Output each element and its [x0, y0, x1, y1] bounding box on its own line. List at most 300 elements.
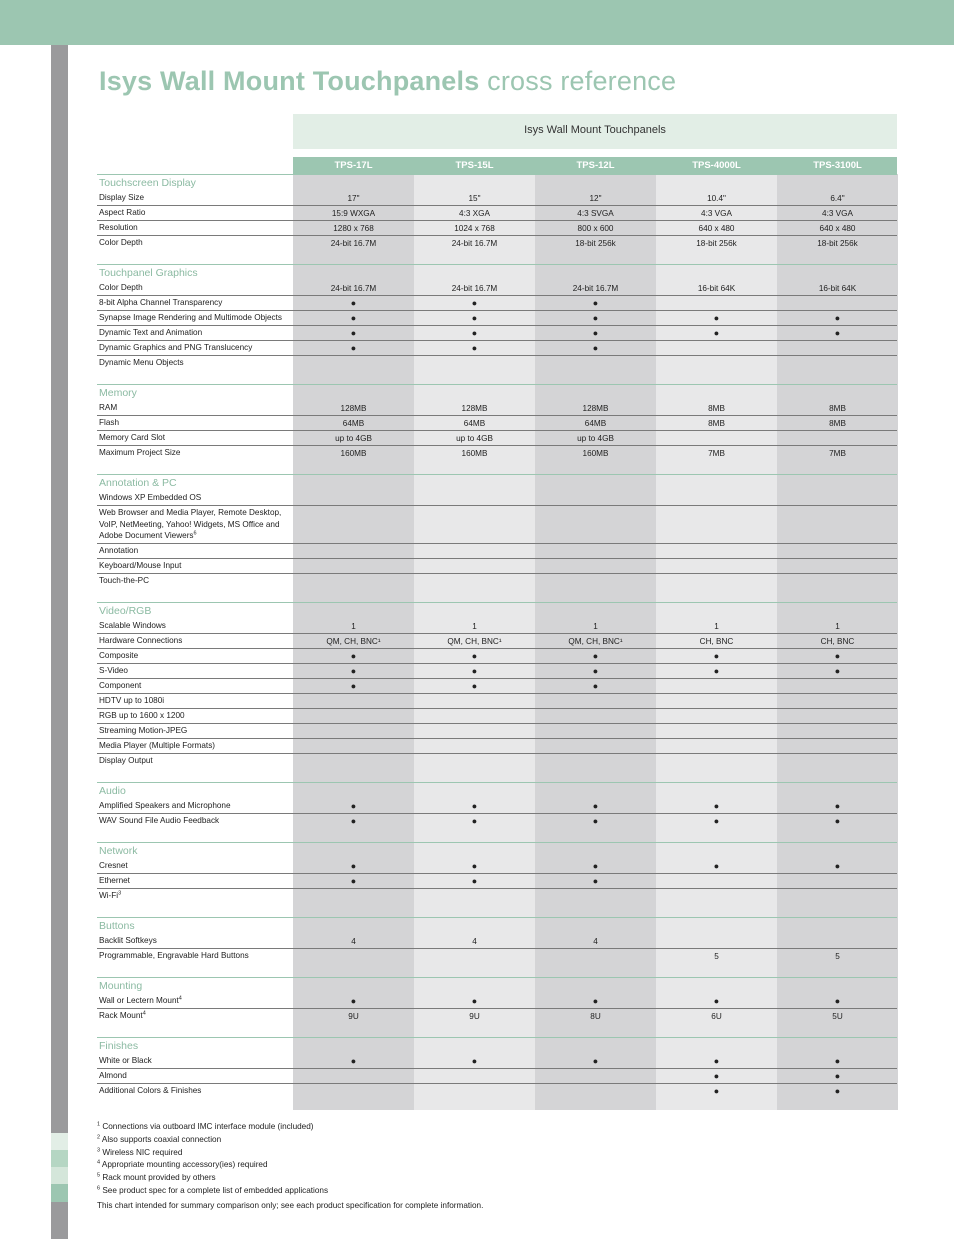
- footnote-text: Rack mount provided by others: [100, 1173, 216, 1183]
- table-cell: ●: [350, 995, 357, 1006]
- table-cell: 9U: [469, 1011, 480, 1021]
- table-cell: [656, 506, 777, 521]
- row-label: [99, 740, 289, 752]
- title-sub: cross reference: [487, 66, 677, 96]
- table-cell: [777, 341, 898, 356]
- row-label: [99, 297, 289, 309]
- table-cell: [293, 709, 414, 724]
- page-title: [99, 66, 676, 97]
- section-divider: [97, 174, 897, 175]
- row-label: [99, 755, 289, 767]
- section-divider: [97, 602, 897, 603]
- table-row: [97, 311, 897, 326]
- table-cell: ●: [834, 815, 841, 826]
- table-row: [97, 326, 897, 341]
- footnote-number: 3: [97, 1146, 101, 1153]
- table-cell: [414, 739, 535, 754]
- table-cell: ●: [592, 875, 599, 886]
- table-cell: [777, 506, 898, 521]
- table-cell: 7MB: [829, 449, 846, 458]
- table-cell: 5U: [832, 1011, 843, 1021]
- table-cell: [535, 709, 656, 724]
- table-cell: 15:9 WXGA: [331, 209, 376, 218]
- table-cell: [656, 559, 777, 574]
- table-cell: ●: [713, 313, 720, 323]
- row-label: [99, 1010, 289, 1022]
- table-row: [97, 754, 897, 769]
- row-label-text: Windows XP Embedded OS: [99, 493, 202, 502]
- row-label-text: Almond: [99, 1070, 127, 1080]
- table-cell: ●: [471, 298, 478, 308]
- row-label: [99, 492, 289, 504]
- row-label: [99, 507, 289, 542]
- table-cell: ●: [350, 650, 357, 661]
- table-cell: QM, CH, BNC¹: [568, 636, 623, 646]
- table-row: [97, 709, 897, 724]
- row-label: [99, 1070, 289, 1082]
- table-row: [97, 949, 897, 964]
- table-row: [97, 874, 897, 889]
- row-label: [99, 875, 289, 887]
- table-cell: ●: [592, 328, 599, 338]
- table-row: [97, 559, 897, 574]
- model-header: TPS-17L: [334, 160, 373, 171]
- row-label: [99, 635, 289, 647]
- table-cell: 24-bit 16.7M: [451, 239, 498, 248]
- table-cell: ●: [350, 680, 357, 691]
- footnote: [97, 1147, 483, 1160]
- color-swatch: [51, 1133, 68, 1150]
- table-cell: [777, 544, 898, 559]
- table-cell: [293, 356, 414, 371]
- footnote-text: Connections via outboard IMC interface module (included): [100, 1122, 314, 1131]
- row-label-text: Programmable, Engravable Hard Buttons: [99, 950, 249, 960]
- row-label: [99, 357, 289, 369]
- table-cell: 6.4": [830, 194, 845, 203]
- table-row: [97, 356, 897, 371]
- model-header-row: [293, 157, 897, 174]
- row-label-text: Display Size: [99, 193, 145, 202]
- table-cell: 1280 x 768: [333, 224, 374, 233]
- table-cell: [414, 724, 535, 739]
- table-cell: 16-bit 64K: [818, 284, 857, 293]
- table-cell: ●: [592, 815, 599, 826]
- table-cell: 1: [472, 621, 477, 631]
- footnote-text: Wireless NIC required: [100, 1147, 183, 1157]
- table-cell: [656, 694, 777, 709]
- footnote-number: 1: [97, 1121, 101, 1128]
- footnote-ref: 4: [142, 1009, 146, 1016]
- table-cell: [656, 544, 777, 559]
- table-cell: ●: [834, 328, 841, 338]
- table-cell: [293, 754, 414, 769]
- table-cell: [656, 431, 777, 446]
- table-cell: [293, 1069, 414, 1084]
- table-cell: [656, 296, 777, 311]
- footnote-ref: 3: [118, 889, 122, 896]
- table-row: [97, 341, 897, 356]
- table-cell: 160MB: [340, 449, 367, 458]
- section-divider: [97, 842, 897, 843]
- table-cell: [777, 574, 898, 589]
- section-title: Buttons: [99, 919, 135, 932]
- table-cell: ●: [592, 800, 599, 811]
- table-cell: [535, 356, 656, 371]
- table-cell: [656, 491, 777, 506]
- table-cell: [414, 694, 535, 709]
- table-cell: 12": [589, 194, 602, 203]
- row-label: [99, 860, 289, 872]
- table-cell: ●: [834, 800, 841, 811]
- table-cell: [293, 559, 414, 574]
- row-label-text: HDTV up to 1080i: [99, 695, 165, 705]
- footnote: [97, 1121, 483, 1134]
- table-cell: [535, 754, 656, 769]
- section-divider: [97, 264, 897, 265]
- table-cell: [414, 559, 535, 574]
- row-label: [99, 620, 289, 632]
- row-label: [99, 695, 289, 707]
- table-cell: 4:3 VGA: [822, 209, 853, 218]
- row-label: [99, 575, 289, 587]
- table-row: [97, 694, 897, 709]
- table-cell: 9U: [348, 1011, 359, 1021]
- row-label-text: Amplified Speakers and Microphone: [99, 800, 231, 810]
- table-cell: 1: [351, 621, 356, 631]
- table-cell: [414, 754, 535, 769]
- footnote-text: Also supports coaxial connection: [100, 1134, 222, 1144]
- group-header: Isys Wall Mount Touchpanels: [293, 114, 897, 149]
- table-cell: 8MB: [708, 404, 725, 413]
- table-cell: [777, 934, 898, 949]
- table-cell: ●: [592, 343, 599, 353]
- section-divider: [97, 474, 897, 475]
- row-label-text: Scalable Windows: [99, 620, 166, 630]
- table-cell: [535, 559, 656, 574]
- section-title: Touchpanel Graphics: [99, 267, 198, 279]
- row-label-text: Wi-Fi: [99, 890, 119, 900]
- table-cell: [293, 544, 414, 559]
- table-cell: ●: [834, 860, 841, 871]
- table-cell: [414, 1084, 535, 1099]
- table-cell: [656, 574, 777, 589]
- row-label-text: Dynamic Graphics and PNG Translucency: [99, 343, 253, 352]
- table-cell: [535, 739, 656, 754]
- table-cell: [777, 356, 898, 371]
- table-row: [97, 994, 897, 1009]
- table-row: [97, 491, 897, 506]
- table-row: [97, 206, 897, 221]
- table-cell: QM, CH, BNC¹: [447, 636, 502, 646]
- table-cell: ●: [834, 1055, 841, 1066]
- table-cell: 24-bit 16.7M: [572, 284, 619, 293]
- footnote-ref: 4: [178, 994, 182, 1001]
- section-title: Annotation & PC: [99, 477, 177, 489]
- row-label: [99, 447, 289, 459]
- title-main: Isys Wall Mount Touchpanels: [99, 66, 480, 96]
- table-row: [97, 281, 897, 296]
- table-cell: ●: [471, 650, 478, 661]
- row-label: [99, 282, 289, 294]
- table-cell: ●: [713, 1070, 720, 1081]
- table-cell: QM, CH, BNC¹: [326, 636, 381, 646]
- table-cell: 4: [472, 936, 477, 946]
- table-cell: [535, 1084, 656, 1099]
- table-cell: [414, 709, 535, 724]
- table-cell: 8MB: [829, 404, 846, 413]
- table-cell: ●: [471, 995, 478, 1006]
- table-row: [97, 934, 897, 949]
- table-cell: 1: [835, 621, 840, 631]
- row-label-text: Flash: [99, 418, 120, 427]
- row-label-text: S-Video: [99, 665, 128, 675]
- row-label-text: Wall or Lectern Mount: [99, 995, 179, 1005]
- table-row: [97, 446, 897, 461]
- row-label-text: Dynamic Text and Animation: [99, 328, 203, 337]
- footnote-number: 2: [97, 1134, 101, 1141]
- row-label-text: Display Output: [99, 755, 153, 765]
- table-cell: ●: [713, 665, 720, 676]
- model-header: TPS-4000L: [692, 160, 741, 171]
- footnote: [97, 1159, 483, 1172]
- table-cell: 7MB: [708, 449, 725, 458]
- table-cell: [535, 574, 656, 589]
- section-title: Network: [99, 844, 138, 857]
- table-cell: ●: [834, 650, 841, 661]
- table-row: [97, 679, 897, 694]
- footnote-number: 6: [97, 1185, 101, 1192]
- table-cell: 1024 x 768: [454, 224, 495, 233]
- table-cell: [293, 724, 414, 739]
- row-label-text: Memory Card Slot: [99, 433, 165, 442]
- table-cell: 160MB: [582, 449, 609, 458]
- table-cell: 4:3 VGA: [701, 209, 732, 218]
- row-label: [99, 417, 289, 429]
- section-title: Finishes: [99, 1039, 139, 1052]
- footnote-ref: 6: [193, 530, 197, 537]
- row-label-text: Streaming Motion-JPEG: [99, 725, 188, 735]
- row-label: [99, 890, 289, 902]
- table-row: [97, 1069, 897, 1084]
- table-cell: [293, 574, 414, 589]
- table-cell: 1: [593, 621, 598, 631]
- table-cell: [656, 709, 777, 724]
- table-row: [97, 1009, 897, 1024]
- table-cell: ●: [471, 313, 478, 323]
- row-label: [99, 710, 289, 722]
- color-swatch: [51, 1184, 68, 1202]
- table-cell: 640 x 480: [819, 224, 856, 233]
- table-cell: [535, 949, 656, 964]
- table-cell: [777, 431, 898, 446]
- row-label-text: Annotation: [99, 545, 139, 555]
- row-label: [99, 800, 289, 812]
- table-cell: [656, 739, 777, 754]
- row-label-text: RGB up to 1600 x 1200: [99, 710, 185, 720]
- table-cell: 17": [347, 194, 360, 203]
- row-label-text: Color Depth: [99, 283, 143, 292]
- table-cell: ●: [592, 313, 599, 323]
- row-label: [99, 1055, 289, 1067]
- table-cell: ●: [592, 860, 599, 871]
- table-cell: [777, 889, 898, 904]
- table-cell: [656, 356, 777, 371]
- table-cell: ●: [713, 995, 720, 1006]
- row-label-text: Dynamic Menu Objects: [99, 358, 184, 367]
- table-cell: [777, 679, 898, 694]
- table-cell: 24-bit 16.7M: [330, 239, 377, 248]
- table-row: [97, 191, 897, 206]
- table-cell: [656, 679, 777, 694]
- row-label-text: Component: [99, 680, 142, 690]
- footnote: [97, 1185, 483, 1198]
- row-label-text: Web Browser and Media Player, Remote Desktop, VoIP, NetMeeting, Yahoo! Widgets, MS Office and Adobe Document Viewers: [99, 508, 282, 540]
- section-divider: [97, 384, 897, 385]
- table-cell: ●: [350, 875, 357, 886]
- table-row: [97, 619, 897, 634]
- table-row: [97, 664, 897, 679]
- table-cell: 10.4": [707, 194, 726, 203]
- row-label: [99, 995, 289, 1007]
- footnote-text: See product spec for a complete list of embedded applications: [100, 1185, 329, 1195]
- table-row: [97, 544, 897, 559]
- table-cell: ●: [834, 995, 841, 1006]
- row-label-text: Cresnet: [99, 860, 128, 870]
- row-label: [99, 342, 289, 354]
- section-divider: [97, 782, 897, 783]
- table-row: [97, 859, 897, 874]
- table-cell: ●: [350, 815, 357, 826]
- row-label-text: Ethernet: [99, 875, 130, 885]
- table-cell: [656, 934, 777, 949]
- row-label-text: Composite: [99, 650, 139, 660]
- row-label-text: White or Black: [99, 1055, 152, 1065]
- section-title: Touchscreen Display: [99, 177, 196, 189]
- table-cell: [656, 341, 777, 356]
- table-cell: ●: [471, 1055, 478, 1066]
- row-label: [99, 665, 289, 677]
- table-cell: ●: [350, 1055, 357, 1066]
- row-label: [99, 950, 289, 962]
- table-cell: ●: [713, 328, 720, 338]
- table-cell: ●: [471, 800, 478, 811]
- table-cell: 1: [714, 621, 719, 631]
- table-cell: [414, 506, 535, 521]
- table-cell: [535, 724, 656, 739]
- row-label-text: 8-bit Alpha Channel Transparency: [99, 298, 223, 307]
- table-row: [97, 416, 897, 431]
- row-label: [99, 560, 289, 572]
- table-cell: CH, BNC: [820, 636, 855, 646]
- section-title: Memory: [99, 387, 137, 399]
- model-header: TPS-12L: [576, 160, 615, 171]
- row-label-text: WAV Sound File Audio Feedback: [99, 815, 220, 825]
- table-cell: 640 x 480: [698, 224, 735, 233]
- table-cell: ●: [713, 800, 720, 811]
- table-cell: 18-bit 256k: [817, 239, 858, 248]
- table-cell: ●: [713, 1055, 720, 1066]
- table-cell: [293, 694, 414, 709]
- table-cell: [293, 889, 414, 904]
- table-row: [97, 634, 897, 649]
- section-divider: [97, 1037, 897, 1038]
- section-divider: [97, 977, 897, 978]
- section-title: Audio: [99, 784, 126, 797]
- row-label: [99, 815, 289, 827]
- table-cell: [535, 506, 656, 521]
- table-cell: 6U: [711, 1011, 722, 1021]
- row-label: [99, 432, 289, 444]
- table-cell: ●: [350, 860, 357, 871]
- table-cell: 64MB: [463, 419, 486, 428]
- table-cell: [414, 1069, 535, 1084]
- table-cell: [535, 544, 656, 559]
- table-cell: 8U: [590, 1011, 601, 1021]
- table-cell: 18-bit 256k: [575, 239, 616, 248]
- table-cell: 5: [835, 951, 840, 961]
- table-cell: [414, 889, 535, 904]
- table-row: [97, 889, 897, 904]
- table-cell: ●: [350, 313, 357, 323]
- table-cell: ●: [592, 995, 599, 1006]
- table-cell: ●: [471, 875, 478, 886]
- row-label: [99, 650, 289, 662]
- table-cell: ●: [471, 343, 478, 353]
- table-row: [97, 649, 897, 664]
- table-cell: ●: [834, 1085, 841, 1096]
- table-cell: [414, 356, 535, 371]
- table-row: [97, 221, 897, 236]
- table-cell: ●: [713, 1085, 720, 1096]
- table-cell: [535, 694, 656, 709]
- row-label-text: Hardware Connections: [99, 635, 183, 645]
- row-label: [99, 222, 289, 234]
- table-cell: ●: [350, 328, 357, 338]
- row-label-text: Additional Colors & Finishes: [99, 1085, 202, 1095]
- table-cell: 4:3 XGA: [459, 209, 490, 218]
- color-swatch: [51, 1150, 68, 1167]
- table-cell: [293, 949, 414, 964]
- table-cell: 16-bit 64K: [697, 284, 736, 293]
- table-cell: ●: [713, 650, 720, 661]
- table-cell: ●: [350, 665, 357, 676]
- table-cell: [656, 754, 777, 769]
- table-cell: [293, 739, 414, 754]
- table-cell: ●: [350, 298, 357, 308]
- table-cell: 128MB: [340, 404, 367, 413]
- row-label: [99, 545, 289, 557]
- table-cell: [293, 491, 414, 506]
- top-banner: [0, 0, 954, 45]
- table-row: [97, 814, 897, 829]
- table-cell: CH, BNC: [699, 636, 734, 646]
- table-cell: up to 4GB: [335, 434, 372, 443]
- table-cell: 64MB: [584, 419, 607, 428]
- row-label-text: Touch-the-PC: [99, 575, 150, 585]
- table-cell: up to 4GB: [577, 434, 614, 443]
- table-cell: up to 4GB: [456, 434, 493, 443]
- table-cell: [414, 949, 535, 964]
- table-cell: ●: [834, 665, 841, 676]
- table-cell: ●: [592, 665, 599, 676]
- table-cell: [535, 1069, 656, 1084]
- table-cell: [777, 559, 898, 574]
- table-cell: 4: [593, 936, 598, 946]
- table-cell: 5: [714, 951, 719, 961]
- table-cell: [293, 1084, 414, 1099]
- table-cell: 160MB: [461, 449, 488, 458]
- table-cell: ●: [592, 680, 599, 691]
